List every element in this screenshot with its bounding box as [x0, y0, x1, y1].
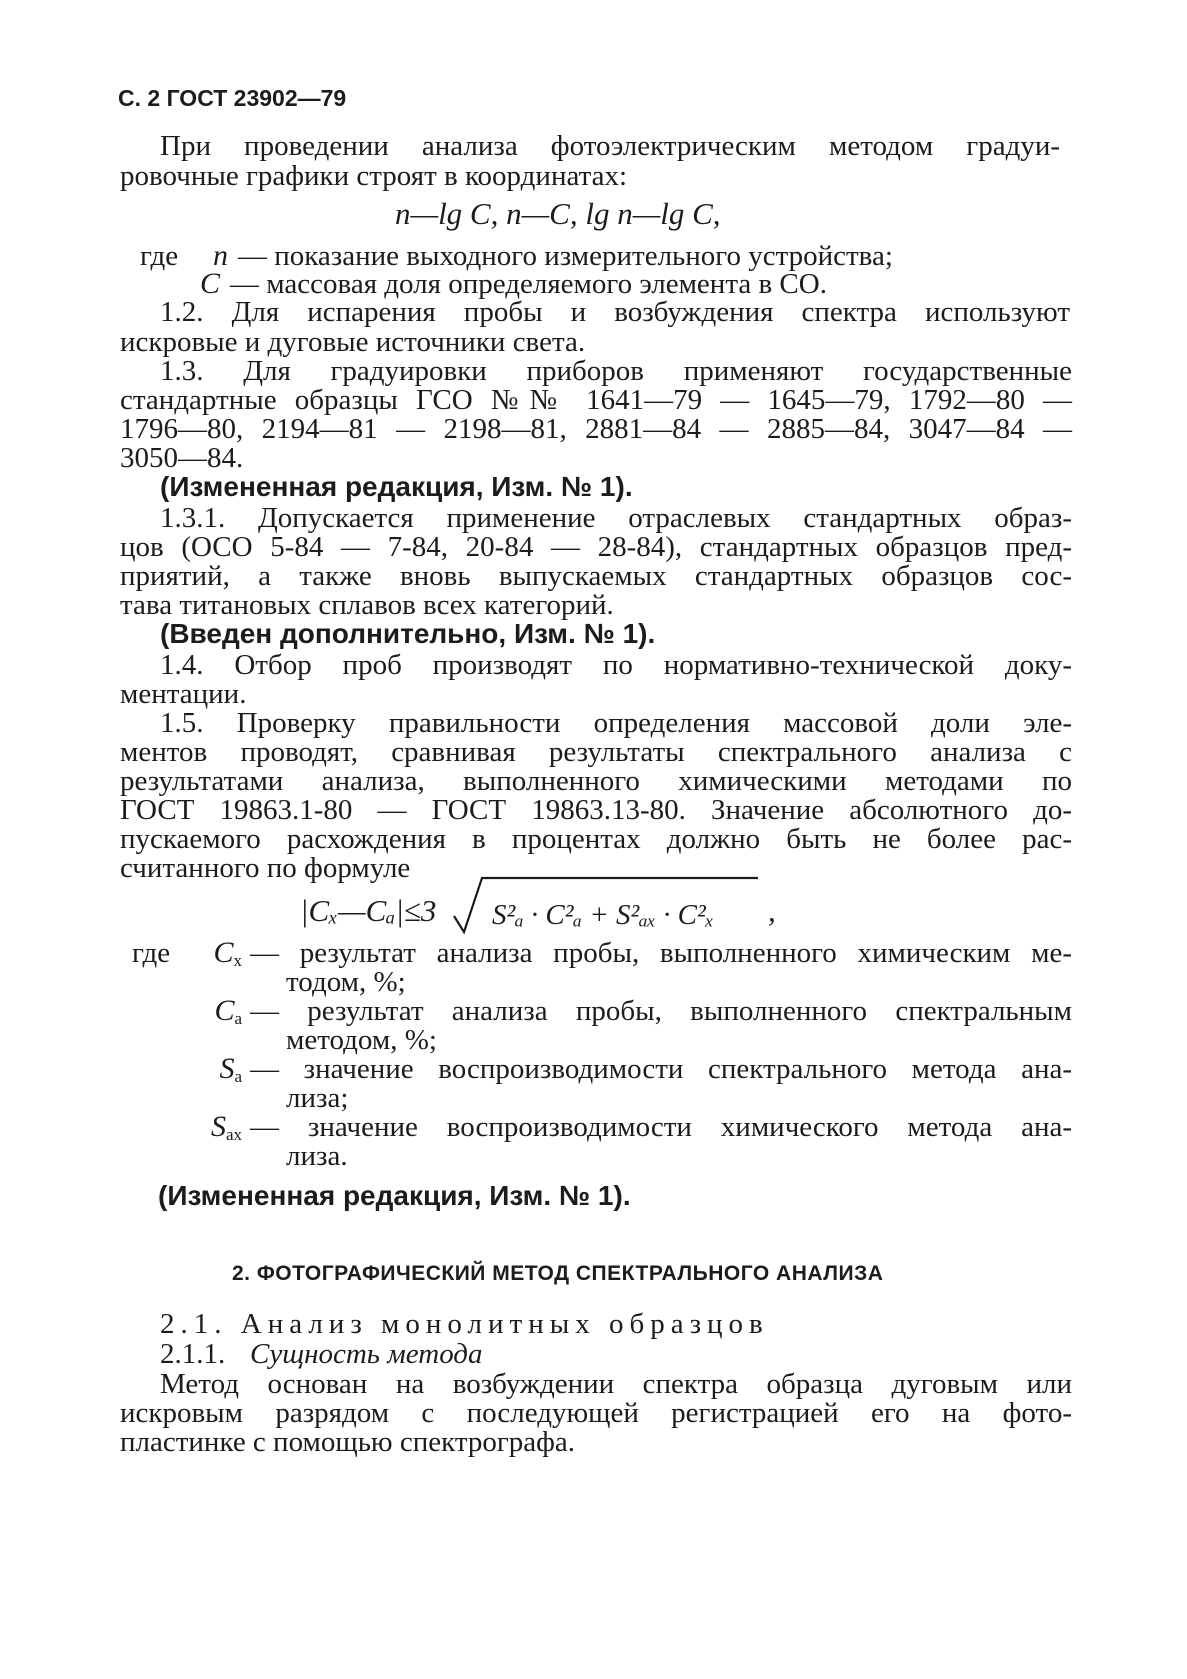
section-2-line-1: Метод основан на возбуждении спектра образца дуговым или — [160, 1368, 1072, 1400]
p1-3-1-added-note: (Введен дополнительно, Изм. № 1). — [160, 618, 656, 649]
p1-2-line-2: искровые и дуговые источники света. — [120, 326, 586, 358]
p1-3-1-line-4: тава титановых сплавов всех категорий. — [120, 589, 614, 621]
p1-3-1-line-3: приятий, а также вновь выпускаемых стандартных образцов сос- — [120, 560, 1072, 592]
legend-cx-line-2: тодом, %; — [286, 966, 406, 998]
legend-sa-line-1: — значение воспроизводимости спектрального метода ана- — [250, 1053, 1072, 1085]
formula-trailing-comma: , — [768, 893, 776, 928]
legend-sax-line-1: — значение воспроизводимости химического метода ана- — [250, 1111, 1072, 1143]
p1-5-line-3: результатами анализа, выполненного химическими методами по — [120, 765, 1072, 797]
legend-sa-line-2: лиза; — [286, 1082, 349, 1114]
p1-4-line-2: ментации. — [120, 678, 247, 710]
legend-amendment-note: (Измененная редакция, Изм. № 1). — [158, 1180, 631, 1211]
symbol-c: C — [199, 267, 220, 300]
legend-symbol-sax: $S_{ax}$ — [210, 1110, 242, 1144]
p1-5-line-6: считанного по формуле — [120, 852, 411, 884]
legend-symbol-ca: $C_a$ — [214, 994, 242, 1028]
p1-3-line-4: 3050—84. — [120, 442, 244, 474]
section-2-1-1-title: Сущность метода — [250, 1338, 483, 1370]
p1-3-amendment-note: (Измененная редакция, Изм. № 1). — [160, 471, 633, 502]
legend-symbol-sa: $S_a$ — [219, 1052, 242, 1086]
p1-4-line-1: 1.4. Отбор проб производят по нормативно-технической доку- — [160, 649, 1072, 681]
p1-5-line-1: 1.5. Проверку правильности определения массовой доли эле- — [160, 707, 1072, 739]
legend-cx-line-1: — результат анализа пробы, выполненного химическим ме- — [250, 937, 1072, 969]
section-2-1-1-number: 2.1.1. — [160, 1338, 226, 1370]
section-2-line-3: пластинке с помощью спектрографа. — [120, 1426, 576, 1458]
p1-2-line-1: 1.2. Для испарения пробы и возбуждения спектра используют — [160, 296, 1070, 328]
legend-ca-line-1: — результат анализа пробы, выполненного спектральным — [250, 995, 1072, 1027]
symbol-n: n — [213, 239, 228, 272]
p1-5-line-5: пускаемого расхождения в процентах должно быть не более рас- — [120, 823, 1072, 855]
formula-left: |Cₓ—Cₐ|≤3 — [300, 893, 437, 928]
section-2-1-title: 2.1. Анализ монолитных образцов — [160, 1308, 769, 1340]
section-2-line-2: искровым разрядом с последующей регистрацией его на фото- — [120, 1397, 1072, 1429]
p1-3-1-line-1: 1.3.1. Допускается применение отраслевых стандартных образ- — [160, 502, 1072, 534]
p1-3-line-2: стандартные образцы ГСО №№ 1641—79 — 1645—79, 1792—80 — — [120, 384, 1072, 416]
p1-3-1-line-2: цов (ОСО 5-84 — 7-84, 20-84 — 28-84), стандартных образцов пред- — [120, 531, 1072, 563]
intro-line-2: ровочные графики строят в координатах: — [120, 160, 628, 192]
page-header: С. 2 ГОСТ 23902—79 — [118, 85, 347, 111]
p1-3-line-3: 1796—80, 2194—81 — 2198—81, 2881—84 — 2885—84, 3047—84 — — [120, 413, 1072, 445]
coords-formula: n—lg C, n—C, lg n—lg C, — [395, 196, 721, 231]
where-word-1: где — [140, 240, 179, 272]
c-description: — массовая доля определяемого элемента в СО. — [230, 268, 827, 300]
n-description: — показание выходного измерительного устройства; — [238, 240, 893, 272]
p1-5-line-4: ГОСТ 19863.1-80 — ГОСТ 19863.13-80. Значение абсолютного до- — [120, 794, 1072, 826]
formula-radicand: S²ₐ · C²ₐ + S²ₐₓ · C²ₓ — [492, 899, 714, 931]
legend-sax-line-2: лиза. — [286, 1140, 348, 1172]
legend-symbol-cx: $C_x$ — [213, 936, 242, 970]
legend-ca-line-2: методом, %; — [286, 1024, 437, 1056]
p1-5-line-2: ментов проводят, сравнивая результаты спектрального анализа с — [120, 736, 1072, 768]
section-2-title: 2. ФОТОГРАФИЧЕСКИЙ МЕТОД СПЕКТРАЛЬНОГО АНАЛИЗА — [232, 1262, 884, 1285]
intro-line-1: При проведении анализа фотоэлектрическим методом градуи- — [160, 130, 1060, 162]
p1-3-line-1: 1.3. Для градуировки приборов применяют государственные — [160, 355, 1072, 387]
where-word-2: где — [132, 937, 171, 969]
